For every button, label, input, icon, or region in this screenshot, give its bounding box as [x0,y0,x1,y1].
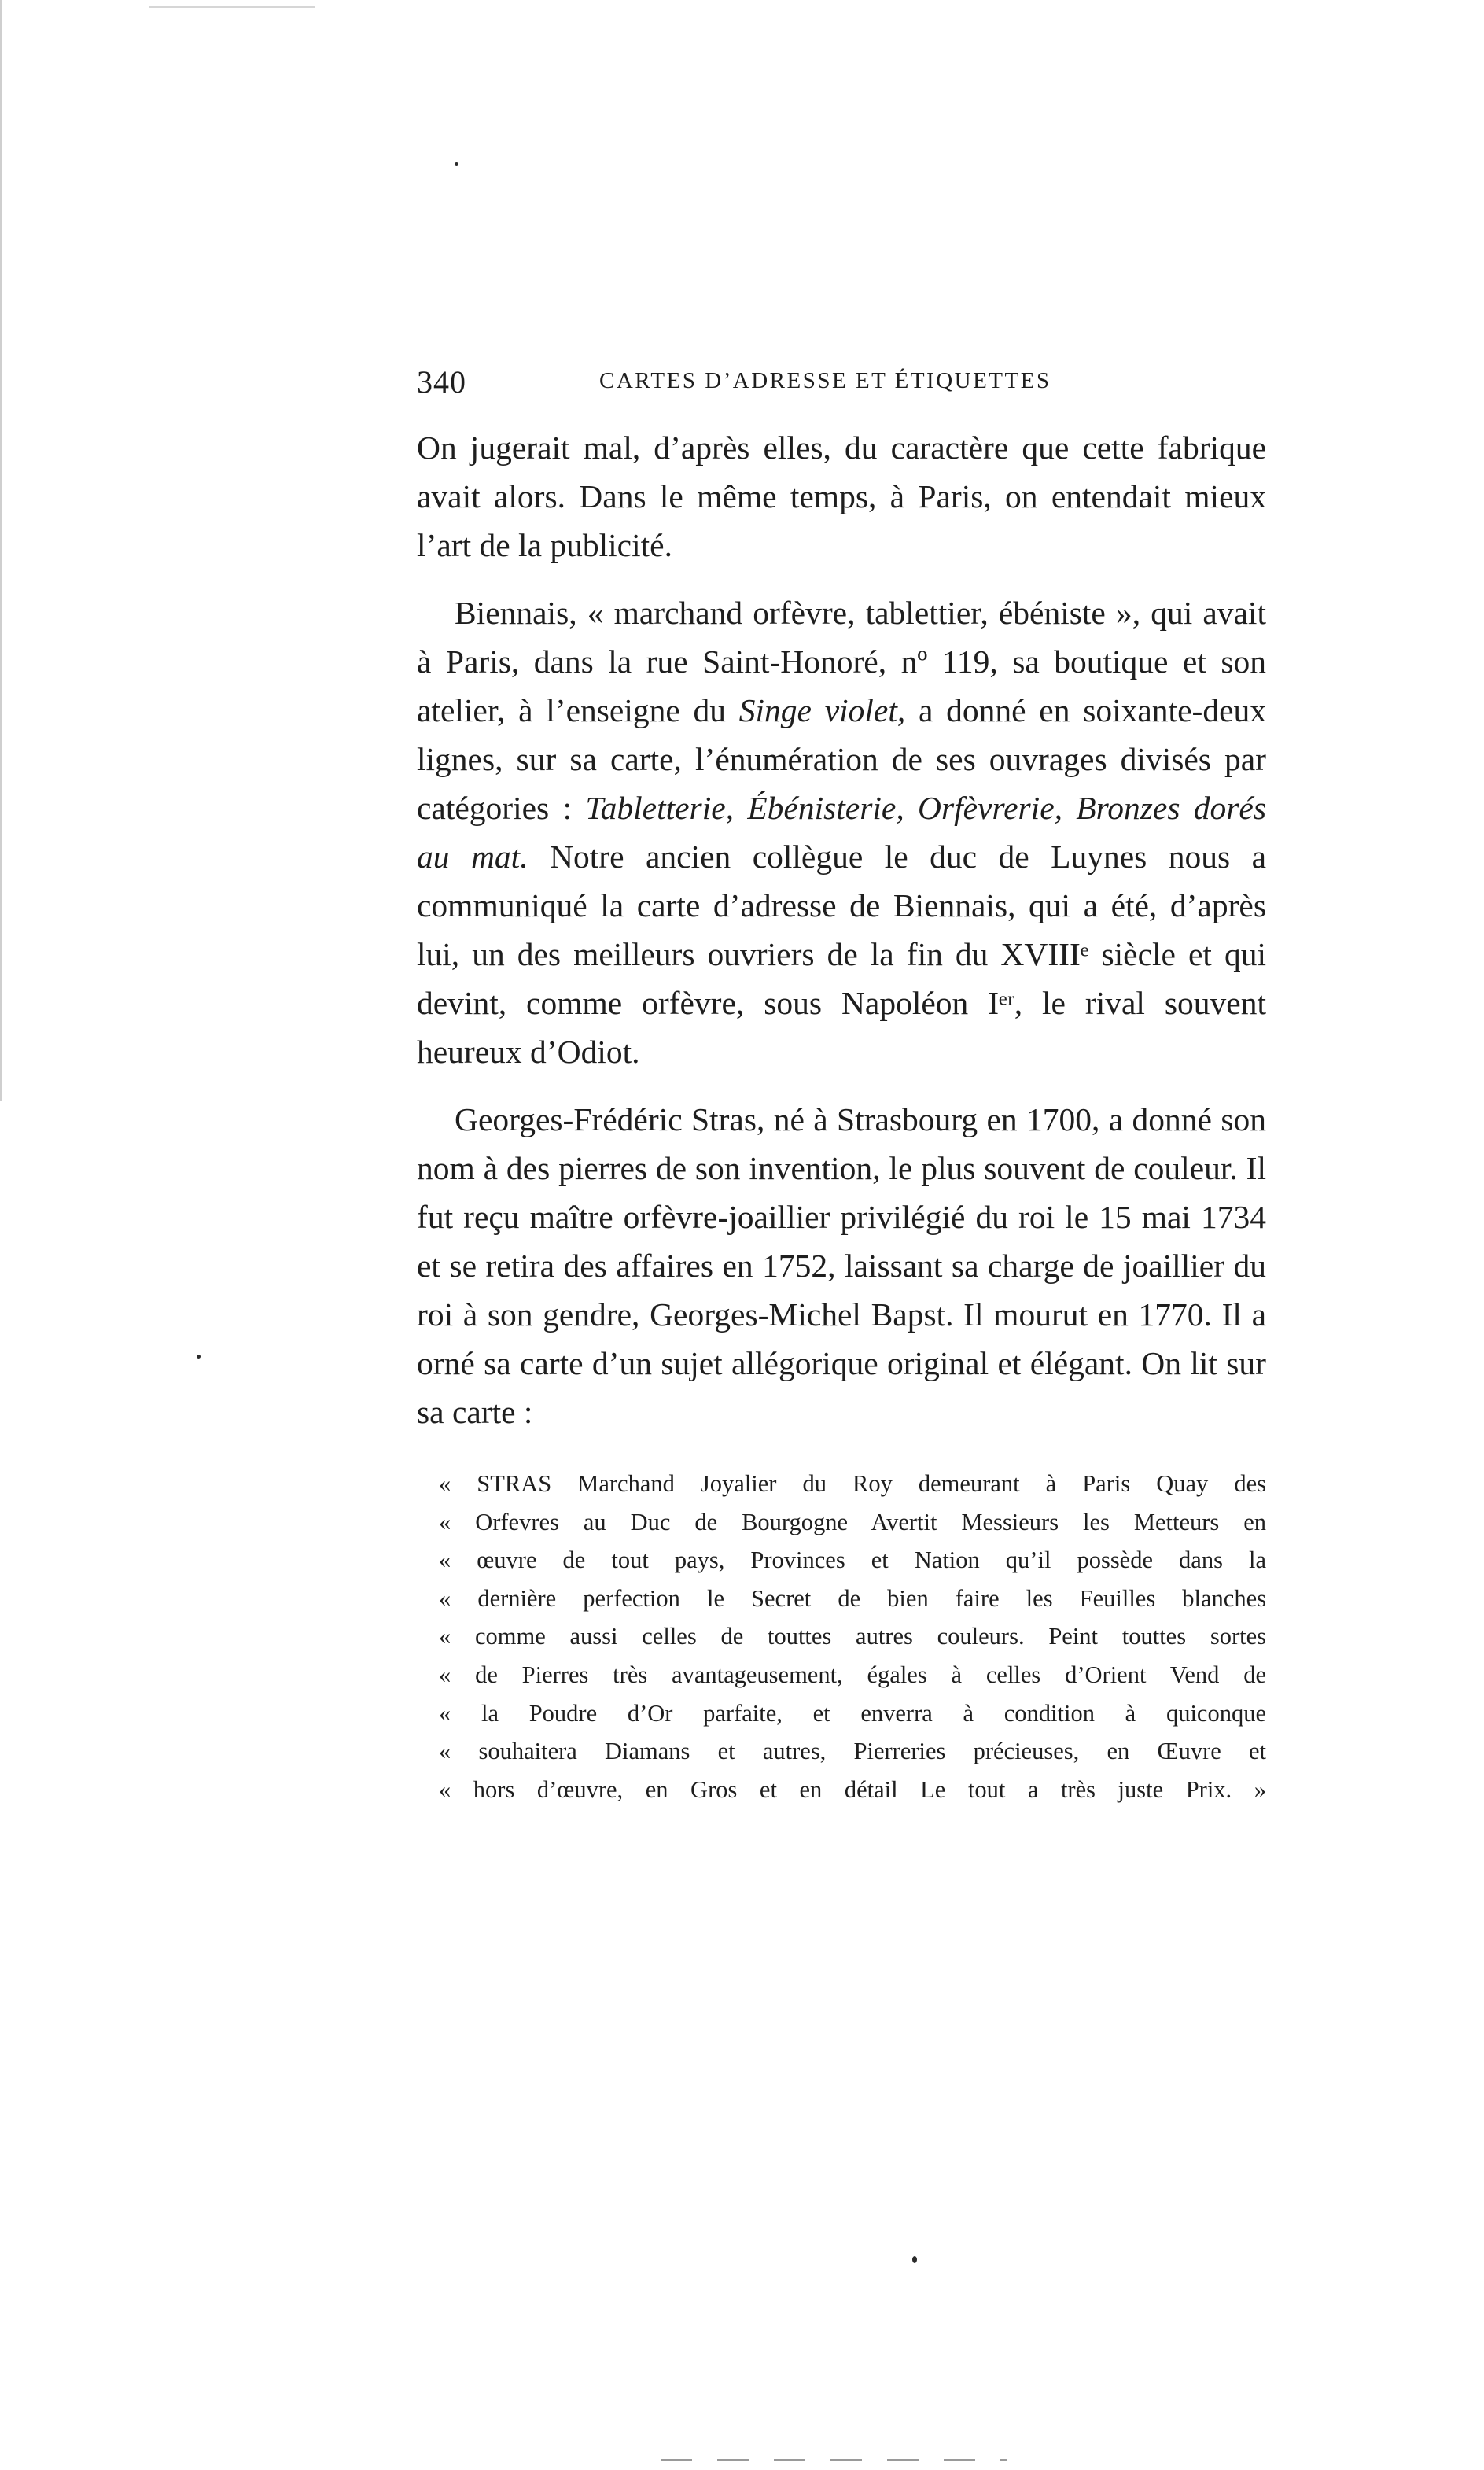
scan-speck [912,2256,917,2263]
running-title: CARTES D’ADRESSE ET ÉTIQUETTES [599,368,1051,393]
running-header [417,363,1266,411]
paragraph-stras: Georges-Frédéric Stras, né à Strasbourg en 1700, a donné son nom à des pierres de son invention, le plus souvent de couleur. Il fut reçu maître orfèvre-joaillier privilégié du roi le 15 mai 1734 et se retira des affaires en 1752, laissant sa charge de joaillier du roi à son gendre, Georges-Michel Bapst. Il mourut en 1770. Il a orné sa carte d’un sujet allégorique original et élégant. On lit sur sa carte : [417,1101,1266,1430]
scan-edge-line [0,0,2,1101]
quote-line: « souhaitera Diamans et autres, Pierreries précieuses, en Œuvre et [439,1738,1266,1765]
body-text [417,423,1266,1808]
quote-line: « œuvre de tout pays, Provinces et Nation qu’il possède dans la [439,1547,1266,1574]
paragraph-text: Notre ancien collègue le duc de Luynes nous a communiqué la carte d’adresse de Biennais, qui a été, d’après lui, un des meilleurs ouvriers de la fin du XVIIIᵉ siècle et qui devint, comme orfèvre, sous Napoléon Iᵉʳ, le rival souvent heureux d’Odiot. [417,839,1266,1070]
quote-line: « comme aussi celles de touttes autres couleurs. Peint touttes sortes [439,1623,1266,1650]
italic-text: Tabletterie, Ébénisterie, Orfèvrerie, Bronzes dorés au mat. [417,790,1266,875]
paragraph-biennais [417,588,1266,1076]
quote-line: « hors d’œuvre, en Gros et en détail Le tout a très juste Prix. » [439,1775,1266,1803]
quote-line: « dernière perfection le Secret de bien faire les Feuilles blanches [439,1584,1266,1612]
paragraph-continuation: On jugerait mal, d’après elles, du caractère que cette fabrique avait alors. Dans le même temps, à Paris, on entendait mieux l’art de la publicité. [417,429,1266,563]
italic-text: Singe violet, [738,692,906,728]
scan-speck [455,162,458,166]
quote-line: « Orfevres au Duc de Bourgogne Avertit Messieurs les Metteurs en [439,1508,1266,1535]
scan-bottom-dashes [661,2459,1007,2461]
scan-top-mark [149,6,315,8]
quote-line: « de Pierres très avantageusement, égales à celles d’Orient Vend de [439,1661,1266,1688]
paragraph-text: Biennais, « marchand orfèvre, tablettier, ébéniste », qui avait à Paris, dans la rue Saint-Honoré, nº 119, sa boutique et son atelier, à l’enseigne du [417,595,1266,728]
block-quote [439,1465,1266,1808]
page-number: 340 [417,364,466,400]
quote-line: « STRAS Marchand Joyalier du Roy demeurant à Paris Quay des [439,1470,1266,1497]
quote-line: « la Poudre d’Or parfaite, et enverra à condition à quiconque [439,1699,1266,1727]
paragraph-text: a donné en soixante-deux lignes, sur sa carte, l’énumération de ses ouvrages divisés par catégories : [417,692,1266,826]
scan-speck [197,1355,201,1358]
